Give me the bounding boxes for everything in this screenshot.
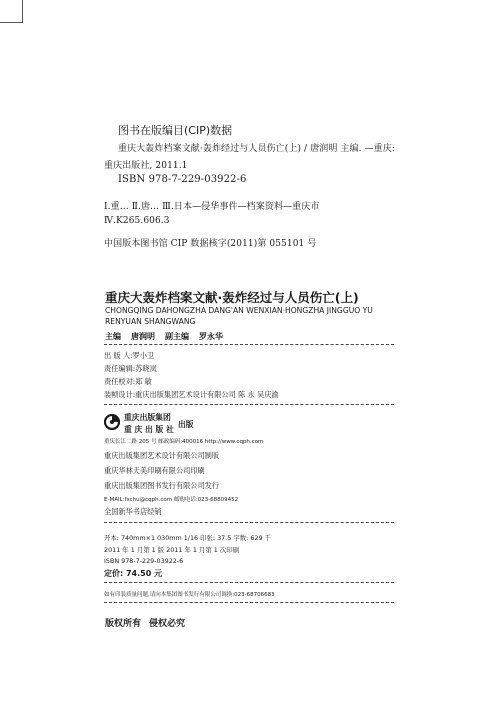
divider — [104, 344, 394, 345]
quality-notice: 如有印装质量问题,请向本集团图书发行有限公司调换:023-68706683 — [104, 592, 275, 598]
editor-label: 主编 — [105, 332, 121, 341]
printer: 重庆华林天美印刷有限公司印刷 — [104, 466, 205, 475]
publisher-name: 重 庆 出 版 社 — [124, 425, 174, 434]
cip-subject-headings: Ⅰ.重… Ⅱ.唐… Ⅲ.日本—侵华事件—档案资料—重庆市 — [104, 202, 320, 212]
publisher-group-name: 重庆出版集团 — [124, 413, 171, 422]
deputy-editor-name: 罗永华 — [199, 332, 223, 341]
distributor: 重庆出版集团图书发行有限公司发行 — [104, 481, 220, 490]
divider — [104, 602, 394, 603]
cip-record-line2: 重庆出版社, 2011.1 — [104, 161, 188, 171]
publisher-address: 重庆长江二路 205 号 邮政编码:400016 http://www.cqph.com — [104, 439, 264, 445]
editors — [105, 331, 233, 342]
book-title-pinyin-line1: CHONGQING DAHONGZHA DANG'AN WENXIAN·HONGZHA JINGGUO YU — [105, 306, 373, 315]
cover-design: 装帧设计:重庆出版集团艺术设计有限公司 陈 永 吴庆渝 — [104, 390, 279, 399]
divider — [104, 404, 394, 405]
typesetting: 重庆出版集团艺术设计有限公司制版 — [104, 451, 220, 460]
crop-mark — [0, 0, 23, 23]
editor-in-charge: 责任编辑:苏晓岚 — [104, 364, 157, 373]
copyright-notice — [105, 616, 193, 629]
specs-isbn: ISBN 978-7-229-03922-6 — [104, 557, 184, 565]
divider — [104, 522, 394, 523]
divider — [104, 582, 394, 583]
editor-name: 唐润明 — [131, 332, 155, 341]
contact-email-phone: E-MAIL:fxchu@cqph.com 邮购电话:023-68809452 — [104, 497, 239, 503]
book-title: 重庆大轰炸档案文献·轰炸经过与人员伤亡(上) — [105, 290, 359, 305]
publish-word: 出版 — [178, 420, 194, 429]
infringement-warning: 侵权必究 — [149, 619, 186, 629]
publisher-person: 出 版 人:罗小卫 — [104, 351, 155, 360]
cip-record-line1: 重庆大轰炸档案文献·轰炸经过与人员伤亡(上) / 唐润明 主编. —重庆: — [118, 144, 395, 154]
cip-heading: 图书在版编目(CIP)数据 — [118, 124, 233, 137]
cip-catalog-number: 中国版本图书馆 CIP 数据核字(2011)第 055101 号 — [104, 239, 317, 249]
format-specs: 开本: 740mm×1 030mm 1/16 印张: 37.5 字数: 629 千 — [104, 534, 271, 542]
cip-isbn: ISBN 978-7-229-03922-6 — [118, 174, 247, 185]
deputy-editor-label: 副主编 — [165, 332, 189, 341]
publisher-logo-icon — [104, 414, 120, 430]
cip-classification: Ⅳ.K265.606.3 — [104, 216, 170, 226]
book-title-pinyin-line2: RENYUAN SHANGWANG — [105, 317, 196, 326]
copyright-reserved: 版权所有 — [105, 619, 142, 629]
edition-info: 2011 年 1 月第 1 版 2011 年 1 月第 1 次印刷 — [104, 546, 240, 554]
proofreader: 责任校对:郑 敏 — [104, 377, 152, 386]
seller: 全国新华书店经销 — [104, 507, 162, 516]
price: 定价: 74.50 元 — [104, 569, 163, 578]
